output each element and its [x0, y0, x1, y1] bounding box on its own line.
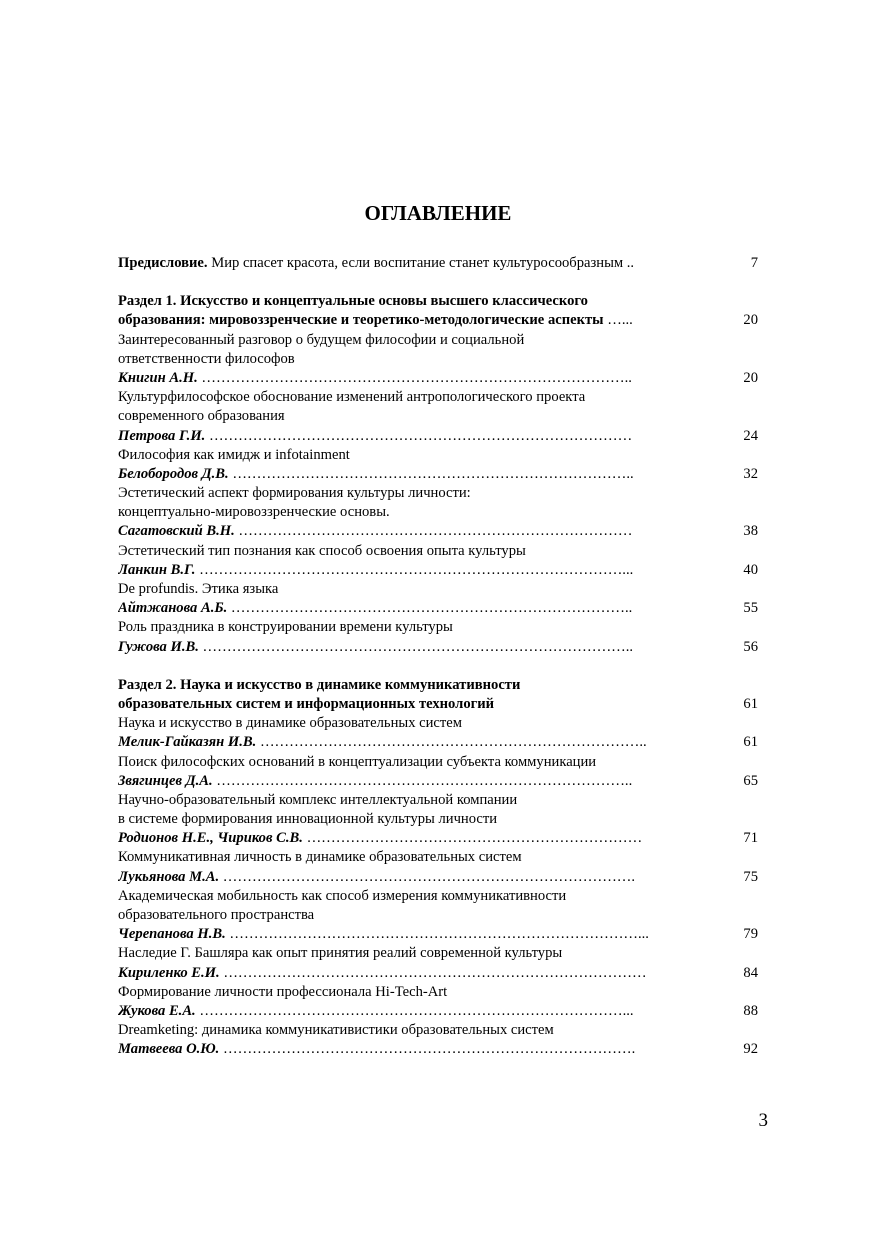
table-of-contents [118, 254, 758, 1060]
dot-leader: …………………………………………………………… [302, 830, 643, 847]
entry-page: 61 [743, 734, 758, 751]
entry-author: Сагатовский В.Н. [118, 523, 235, 540]
section-heading-text: Раздел 2. Наука и искусство в динамике коммуникативности [118, 676, 521, 693]
entry-author: Лукьянова М.А. [118, 868, 220, 885]
entry-title-line [118, 753, 758, 772]
dot-leader: …………………………………………………………………………. [219, 868, 636, 885]
entry-title-line [118, 887, 758, 906]
entry-author-line [118, 427, 758, 446]
entry-title: ответственности философов [118, 350, 295, 367]
entry-page: 32 [743, 465, 758, 482]
entry-author-line [118, 465, 758, 484]
entry-page: 84 [743, 964, 758, 981]
entry-title: Поиск философских оснований в концептуализации субъекта коммуникации [118, 753, 597, 770]
toc-entry [118, 446, 758, 484]
entry-author-line [118, 638, 758, 657]
dot-leader: ……………………………………………………………………………... [195, 561, 634, 578]
entry-author: Черепанова Н.В. [118, 926, 226, 943]
entry-page: 24 [743, 427, 758, 444]
entry-title: Наследие Г. Башляра как опыт принятия реалий современной культуры [118, 945, 563, 962]
entry-title: в системе формирования инновационной культуры личности [118, 811, 498, 828]
entry-title: современного образования [118, 408, 285, 425]
entry-author: Гужова И.В. [118, 638, 199, 655]
page-title: ОГЛАВЛЕНИЕ [364, 201, 512, 225]
entry-title: Академическая мобильность как способ измерения коммуникативности [118, 887, 567, 904]
dot-leader: ……………………………………………………………………….. [227, 600, 633, 617]
entry-title: Культурфилософское обоснование изменений антропологического проекта [118, 389, 586, 406]
entry-title: Философия как имидж и infotainment [118, 446, 350, 463]
entry-author-line [118, 925, 758, 944]
toc-entry [118, 887, 758, 945]
entry-title-line [118, 810, 758, 829]
entry-author-line [118, 522, 758, 541]
dot-leader: ……………………………………………………………………… [234, 523, 633, 540]
entry-title-line [118, 542, 758, 561]
entry-title: Коммуникативная личность в динамике образовательных систем [118, 849, 522, 866]
toc-entry [118, 791, 758, 849]
entry-title-line [118, 388, 758, 407]
entry-title-line [118, 503, 758, 522]
entry-page: 79 [743, 926, 758, 943]
page-number: 3 [758, 1110, 768, 1131]
toc-entry [118, 484, 758, 542]
preface-text: Мир спасет красота, если воспитание станет культуросообразным .. [211, 255, 635, 271]
dot-leader: ……………………………………………………………………………... [195, 1002, 634, 1019]
entry-author-line [118, 772, 758, 791]
entry-title: Эстетический аспект формирования культуры личности: [118, 485, 471, 502]
entry-title-line [118, 714, 758, 733]
toc-entry [118, 753, 758, 791]
entry-title: Заинтересованный разговор о будущем философии и социальной [118, 331, 525, 348]
section-heading-line [118, 311, 758, 330]
entry-title-line [118, 580, 758, 599]
entry-author: Книгин А.Н. [118, 369, 198, 386]
entry-author: Мелик-Гайказян И.В. [118, 734, 257, 751]
entry-title: De profundis. Этика языка [118, 581, 279, 597]
entry-title: Формирование личности профессионала Hi-Tech-Art [118, 983, 448, 1000]
entry-author-line [118, 868, 758, 887]
entry-author: Родионов Н.Е., Чириков С.В. [118, 830, 303, 847]
entry-page: 65 [743, 772, 758, 789]
entry-title-line [118, 446, 758, 465]
dot-leader: …………………………………………………………………………. [219, 1041, 636, 1058]
dot-leader: ……………………………………………………………………….. [228, 465, 634, 482]
section-heading-text: образования: мировоззренческие и теоретико-методологические аспекты [118, 312, 604, 329]
toc-entry [118, 983, 758, 1021]
entry-title-line [118, 906, 758, 925]
dot-leader: …………………………………………………………………………… [219, 964, 647, 981]
dot-leader: …………………………………………………………………………… [205, 427, 633, 444]
entry-title-line [118, 983, 758, 1002]
toc-section [118, 676, 758, 1060]
toc-entry [118, 542, 758, 580]
section-heading-text: Раздел 1. Искусство и концептуальные основы высшего классического [118, 293, 588, 310]
entry-author-line [118, 733, 758, 752]
entry-page: 88 [743, 1002, 758, 1019]
entry-title: образовательного пространства [118, 907, 315, 923]
dot-leader: …………………………………………………………………….. [256, 734, 647, 751]
entry-author: Жукова Е.А. [118, 1002, 196, 1019]
entry-page: 40 [743, 561, 758, 578]
toc-preface [118, 254, 758, 273]
entry-title-line [118, 350, 758, 369]
dot-leader: …………………………………………………………………………….. [197, 369, 632, 386]
dot-leader: …………………………………………………………………………... [225, 926, 649, 943]
toc-entry [118, 944, 758, 982]
entry-author: Кириленко Е.И. [118, 964, 220, 981]
entry-author-line [118, 599, 758, 618]
section-heading-line [118, 676, 758, 695]
entry-title-line [118, 331, 758, 350]
entry-title-line [118, 944, 758, 963]
section-heading-text: образовательных систем и информационных технологий [118, 695, 495, 712]
entry-author: Матвеева О.Ю. [118, 1041, 220, 1058]
entry-title: концептуально-мировоззренческие основы. [118, 504, 390, 521]
preface-page: 7 [750, 255, 758, 271]
toc-entry [118, 388, 758, 446]
entry-title-line [118, 791, 758, 810]
entry-page: 92 [743, 1041, 758, 1058]
toc-sections [118, 292, 758, 1059]
section-page: 61 [743, 695, 758, 712]
toc-entry [118, 331, 758, 389]
toc-section [118, 292, 758, 657]
toc-entry [118, 714, 758, 752]
entry-page: 56 [743, 638, 758, 655]
preface-label: Предисловие. [118, 255, 208, 271]
entry-author-line [118, 369, 758, 388]
dot-leader: …………………………………………………………………………….. [198, 638, 634, 655]
toc-entry [118, 1021, 758, 1059]
entry-title-line [118, 484, 758, 503]
entry-page: 20 [743, 369, 758, 386]
entry-title: Эстетический тип познания как способ освоения опыта культуры [118, 542, 526, 559]
toc-entry [118, 848, 758, 886]
entry-title: Роль праздника в конструировании времени культуры [118, 619, 453, 636]
entry-page: 71 [743, 830, 758, 847]
entry-author: Ланкин В.Г. [118, 561, 196, 578]
section-heading-line [118, 695, 758, 714]
entry-author: Айтжанова А.Б. [118, 600, 228, 617]
entry-title: Научно-образовательный комплекс интеллектуальной компании [118, 791, 518, 808]
entry-author: Звягинцев Д.А. [118, 772, 213, 789]
entry-title-line [118, 1021, 758, 1040]
entry-title-line [118, 848, 758, 867]
section-heading-line [118, 292, 758, 311]
toc-entry [118, 580, 758, 618]
section-page: 20 [743, 312, 758, 329]
entry-title-line [118, 407, 758, 426]
entry-title: Dreamketing: динамика коммуникативистики образовательных систем [118, 1022, 554, 1039]
entry-page: 38 [743, 523, 758, 540]
toc-entry [118, 618, 758, 656]
entry-title-line [118, 618, 758, 637]
entry-title: Наука и искусство в динамике образовательных систем [118, 715, 462, 732]
entry-author-line [118, 964, 758, 983]
entry-author-line [118, 1040, 758, 1059]
entry-author: Петрова Г.И. [118, 427, 206, 444]
entry-page: 55 [743, 600, 758, 617]
entry-author-line [118, 829, 758, 848]
entry-author-line [118, 561, 758, 580]
entry-author-line [118, 1002, 758, 1021]
entry-page: 75 [743, 868, 758, 885]
dot-leader: ………………………………………………………………………….. [212, 772, 633, 789]
entry-author: Белобородов Д.В. [118, 465, 229, 482]
dot-leader: …... [603, 312, 633, 329]
